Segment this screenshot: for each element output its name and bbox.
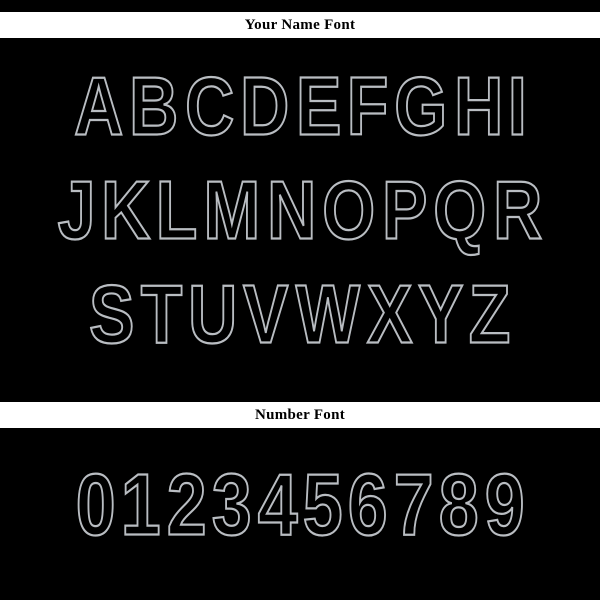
glyph: H [454, 59, 504, 153]
glyph: P [382, 163, 428, 257]
glyph: I [508, 59, 528, 153]
glyph: E [295, 59, 342, 153]
glyph: 1 [121, 455, 162, 554]
glyph: Q [433, 163, 487, 257]
glyph: 7 [393, 455, 434, 554]
alphabet-row [14, 148, 586, 257]
glyph: 5 [302, 455, 343, 554]
glyph: 8 [438, 455, 479, 554]
glyph: 9 [484, 455, 525, 554]
glyph: 4 [257, 455, 298, 554]
glyph: X [366, 267, 413, 361]
glyph: A [74, 59, 124, 153]
glyph: B [129, 59, 179, 153]
glyph: F [346, 59, 389, 153]
glyph: M [203, 163, 261, 257]
glyph: R [493, 163, 543, 257]
glyph: Z [469, 267, 511, 361]
glyph: L [155, 163, 198, 257]
glyph: Y [417, 267, 464, 361]
number-font-title: Number Font [0, 402, 600, 428]
glyph: U [188, 267, 238, 361]
uppercase-alphabet-grid [0, 44, 600, 394]
glyph: S [89, 267, 135, 361]
numeral-row [8, 436, 592, 554]
glyph: O [322, 163, 376, 257]
alphabet-row [14, 44, 586, 153]
numerals-grid [0, 436, 600, 588]
glyph: K [100, 163, 151, 257]
glyph: N [267, 163, 317, 257]
glyph: 6 [348, 455, 389, 554]
name-font-title: Your Name Font [0, 12, 600, 38]
glyph: C [185, 59, 235, 153]
alphabet-row [14, 252, 586, 361]
glyph: T [140, 267, 183, 361]
glyph: J [57, 163, 96, 257]
glyph: V [243, 267, 289, 361]
glyph: 2 [166, 455, 207, 554]
glyph: D [240, 59, 290, 153]
bottom-divider [0, 590, 600, 600]
glyph: 0 [75, 455, 116, 554]
glyph: G [394, 59, 448, 153]
glyph: 3 [211, 455, 252, 554]
glyph: W [295, 267, 360, 361]
